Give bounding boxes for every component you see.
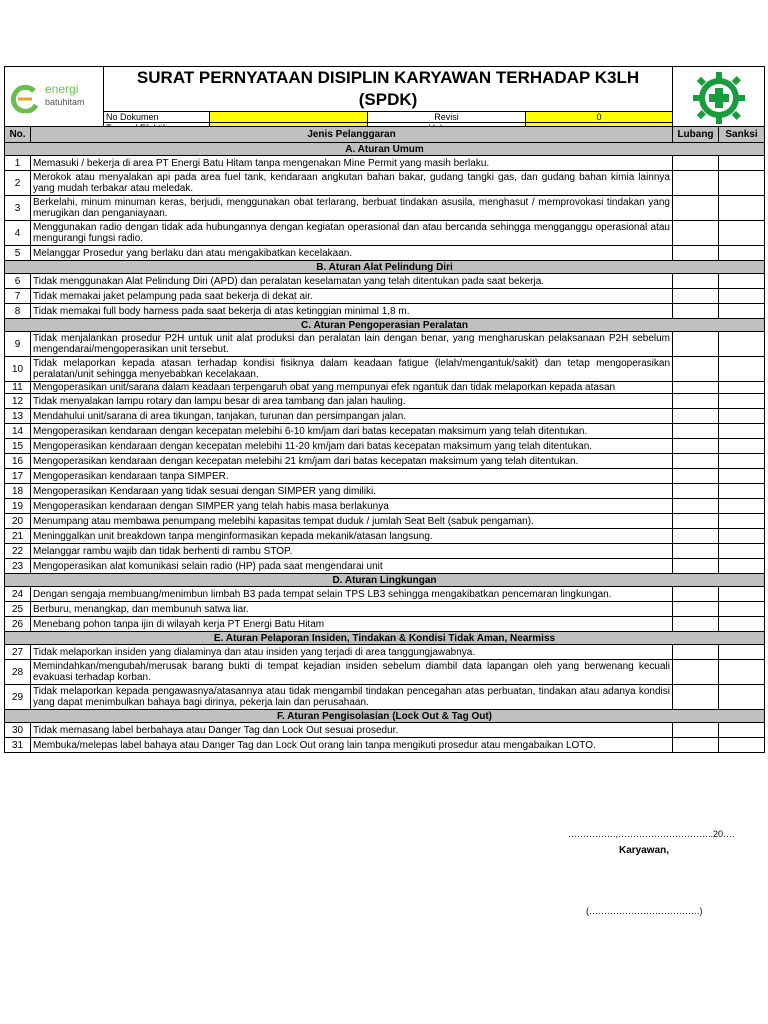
row-text: Mengoperasikan alat komunikasi selain radio (HP) pada saat mengendarai unit [31,559,673,574]
lubang-cell[interactable] [673,738,719,753]
table-row [5,289,765,304]
lubang-cell[interactable] [673,221,719,246]
lubang-cell[interactable] [673,469,719,484]
row-text: Mengoperasikan kendaraan dengan kecepatan melebihi 21 km/jam dari batas kecepatan maksimum yang telah ditentukan. [31,454,673,469]
lubang-cell[interactable] [673,304,719,319]
lubang-cell[interactable] [673,514,719,529]
table-row [5,587,765,602]
col-header-sanksi: Sanksi [719,127,765,143]
table-row [5,382,765,394]
row-text: Tidak melaporkan kepada pengawasnya/atasannya atau tidak mengambil tindakan pencegahan atas perbuatan, tindakan atau adanya kondisi yang dapat menimbulkan bahaya bagi dirinya, pekerja lain dan perusahaan. [31,685,673,710]
col-header-lubang: Lubang [673,127,719,143]
row-no: 31 [5,738,31,753]
sanksi-cell[interactable] [719,454,765,469]
row-text: Mendahului unit/sarana di area tikungan, tanjakan, turunan dan persimpangan jalan. [31,409,673,424]
row-no: 24 [5,587,31,602]
row-text: Berkelahi, minum minuman keras, berjudi, menggunakan obat terlarang, berbuat tindakan asusila, menghasut / memprovokasi tindakan yang merugikan dan penganiayaan. [31,196,673,221]
table-row [5,469,765,484]
lubang-cell[interactable] [673,454,719,469]
row-text: Menggunakan radio dengan tidak ada hubungannya dengan kegiatan operasional dan atau bercanda sehingga mengganggu operasional atau mengurangi fungsi radio. [31,221,673,246]
sanksi-cell[interactable] [719,332,765,357]
lubang-cell[interactable] [673,484,719,499]
sanksi-cell[interactable] [719,394,765,409]
row-text: Tidak memasang label berbahaya atau Danger Tag dan Lock Out sesuai prosedur. [31,723,673,738]
row-text: Tidak menjalankan prosedur P2H untuk unit alat produksi dan peralatan lain dengan benar, yang mengharuskan pelaksanaan P2H sebelum mengendarai/mengoperasikan unit tersebut. [31,332,673,357]
sanksi-cell[interactable] [719,246,765,261]
row-text: Mengoperasikan kendaraan tanpa SIMPER. [31,469,673,484]
table-row [5,645,765,660]
row-text: Tidak memakai full body harness pada saat bekerja di atas ketinggian minimal 1,8 m. [31,304,673,319]
row-no: 13 [5,409,31,424]
row-text: Mengoperasikan kendaraan dengan kecepatan melebihi 6-10 km/jam dari batas kecepatan maksimum yang telah ditentukan. [31,424,673,439]
row-no: 19 [5,499,31,514]
row-no: 22 [5,544,31,559]
row-text: Melanggar rambu wajib dan tidak berhenti di rambu STOP. [31,544,673,559]
section-e-header: E. Aturan Pelaporan Insiden, Tindakan & Kondisi Tidak Aman, Nearmiss [5,632,765,645]
row-no: 26 [5,617,31,632]
table-row [5,529,765,544]
lubang-cell[interactable] [673,439,719,454]
table-row [5,559,765,574]
table-row [5,394,765,409]
row-text: Merokok atau menyalakan api pada area fuel tank, kendaraan angkutan bahan bakar, gudang tangki gas, dan gudang bahan kimia lainnya yang mudah terbakar atau meledak. [31,171,673,196]
lubang-cell[interactable] [673,544,719,559]
table-row [5,156,765,171]
sanksi-cell[interactable] [719,529,765,544]
col-header-jenis: Jenis Pelanggaran [31,127,673,143]
table-row [5,171,765,196]
logo-text-energi: energi [45,82,79,96]
sanksi-cell[interactable] [719,289,765,304]
table-row [5,274,765,289]
table-row [5,424,765,439]
row-text: Dengan sengaja membuang/menimbun limbah B3 pada tempat selain TPS LB3 sehingga mengakibatkan pencemaran lingkungan. [31,587,673,602]
lubang-cell[interactable] [673,645,719,660]
sanksi-cell[interactable] [719,723,765,738]
signature-line[interactable]: (……………………………….) [586,906,703,916]
sanksi-cell[interactable] [719,196,765,221]
table-row [5,602,765,617]
sanksi-cell[interactable] [719,171,765,196]
row-text: Memindahkan/mengubah/merusak barang bukti di tempat kejadian insiden sebelum diambil data lapangan oleh yang berwenang kecuali evakuasi terhadap korban. [31,660,673,685]
table-row [5,454,765,469]
sanksi-cell[interactable] [719,602,765,617]
lubang-cell[interactable] [673,685,719,710]
no-dokumen-value[interactable] [210,112,368,123]
table-row [5,738,765,753]
sanksi-cell[interactable] [719,660,765,685]
revisi-value[interactable]: 0 [526,112,673,123]
violation-table [4,126,765,753]
table-row [5,499,765,514]
row-text: Mengoperasikan Kendaraan yang tidak sesuai dengan SIMPER yang dimiliki. [31,484,673,499]
row-text: Tidak melaporkan insiden yang dialaminya dan atau insiden yang terjadi di area tanggungjawabnya. [31,645,673,660]
row-no: 3 [5,196,31,221]
row-no: 23 [5,559,31,574]
table-row [5,514,765,529]
sanksi-cell[interactable] [719,544,765,559]
row-text: Mengoperasikan unit/sarana dalam keadaan terpengaruh obat yang mempunyai efek ngantuk dan tidak melaporkan kepada atasan [31,382,673,394]
lubang-cell[interactable] [673,171,719,196]
section-f-header: F. Aturan Pengisolasian (Lock Out & Tag Out) [5,710,765,723]
table-row [5,357,765,382]
table-row [5,660,765,685]
row-no: 5 [5,246,31,261]
row-no: 28 [5,660,31,685]
row-text: Mengoperasikan kendaraan dengan kecepatan melebihi 11-20 km/jam dari batas kecepatan maksimum yang telah ditentukan. [31,439,673,454]
table-row [5,617,765,632]
sanksi-cell[interactable] [719,156,765,171]
row-no: 7 [5,289,31,304]
lubang-cell[interactable] [673,394,719,409]
row-text: Meninggalkan unit breakdown tanpa menginformasikan kepada mekanik/atasan langsung. [31,529,673,544]
row-no: 20 [5,514,31,529]
sanksi-cell[interactable] [719,738,765,753]
energi-logo-icon [8,83,42,113]
row-no: 29 [5,685,31,710]
sanksi-cell[interactable] [719,685,765,710]
row-no: 14 [5,424,31,439]
section-c-header: C. Aturan Pengoperasian Peralatan [5,319,765,332]
logo-text-batuhitam: batuhitam [45,97,85,107]
lubang-cell[interactable] [673,409,719,424]
lubang-cell[interactable] [673,602,719,617]
row-text: Berburu, menangkap, dan membunuh satwa liar. [31,602,673,617]
sanksi-cell[interactable] [719,304,765,319]
sanksi-cell[interactable] [719,424,765,439]
lubang-cell[interactable] [673,529,719,544]
sanksi-cell[interactable] [719,514,765,529]
row-no: 16 [5,454,31,469]
table-row [5,484,765,499]
row-no: 25 [5,602,31,617]
lubang-cell[interactable] [673,723,719,738]
row-text: Membuka/melepas label bahaya atau Danger Tag dan Lock Out orang lain tanpa mengikuti prosedur atau mengabaikan LOTO. [31,738,673,753]
row-no: 30 [5,723,31,738]
sanksi-cell[interactable] [719,499,765,514]
lubang-cell[interactable] [673,156,719,171]
row-text: Tidak menyalakan lampu rotary dan lampu besar di area tambang dan jalan hauling. [31,394,673,409]
lubang-cell[interactable] [673,559,719,574]
row-text: Tidak melaporkan kepada atasan terhadap kondisi fisiknya dalam keadaan fatigue (lelah/mengantuk/sakit) dan tetap mengoperasikan peralatan/unit sehingga menyebabkan kecelakaan. [31,357,673,382]
lubang-cell[interactable] [673,617,719,632]
date-line[interactable]: …………….,…………………………..20…. [568,829,735,839]
row-no: 11 [5,382,31,394]
revisi-label: Revisi [368,112,526,123]
sanksi-cell[interactable] [719,357,765,382]
row-text: Mengoperasikan kendaraan dengan SIMPER yang telah habis masa berlakunya [31,499,673,514]
row-no: 8 [5,304,31,319]
document-title: SURAT PERNYATAAN DISIPLIN KARYAWAN TERHADAP K3LH (SPDK) [104,67,673,112]
table-row [5,196,765,221]
lubang-cell[interactable] [673,274,719,289]
no-dokumen-label: No Dokumen [104,112,210,123]
table-row [5,246,765,261]
row-no: 21 [5,529,31,544]
table-row [5,685,765,710]
row-text: Tidak memakai jaket pelampung pada saat bekerja di dekat air. [31,289,673,304]
sanksi-cell[interactable] [719,559,765,574]
sanksi-cell[interactable] [719,645,765,660]
karyawan-label: Karyawan, [619,845,670,856]
lubang-cell[interactable] [673,587,719,602]
sanksi-cell[interactable] [719,382,765,394]
row-text: Menumpang atau membawa penumpang melebihi kapasitas tempat duduk / jumlah Seat Belt (sabuk pengaman). [31,514,673,529]
row-no: 18 [5,484,31,499]
sanksi-cell[interactable] [719,409,765,424]
row-text: Memasuki / bekerja di area PT Energi Batu Hitam tanpa mengenakan Mine Permit yang masih berlaku. [31,156,673,171]
sanksi-cell[interactable] [719,439,765,454]
lubang-cell[interactable] [673,289,719,304]
col-header-no: No. [5,127,31,143]
row-no: 15 [5,439,31,454]
lubang-cell[interactable] [673,332,719,357]
row-text: Menebang pohon tanpa ijin di wilayah kerja PT Energi Batu Hitam [31,617,673,632]
row-text: Melanggar Prosedur yang berlaku dan atau mengakibatkan kecelakaan. [31,246,673,261]
lubang-cell[interactable] [673,499,719,514]
row-no: 12 [5,394,31,409]
table-row [5,439,765,454]
section-a-header: A. Aturan Umum [5,143,765,156]
table-row [5,544,765,559]
row-no: 27 [5,645,31,660]
lubang-cell[interactable] [673,424,719,439]
table-row [5,332,765,357]
row-text: Tidak menggunakan Alat Pelindung Diri (APD) dan peralatan keselamatan yang telah ditentukan pada saat bekerja. [31,274,673,289]
lubang-cell[interactable] [673,196,719,221]
lubang-cell[interactable] [673,357,719,382]
table-row [5,221,765,246]
lubang-cell[interactable] [673,246,719,261]
row-no: 2 [5,171,31,196]
row-no: 6 [5,274,31,289]
k3-gear-cross-icon [684,68,754,128]
row-no: 4 [5,221,31,246]
lubang-cell[interactable] [673,660,719,685]
sanksi-cell[interactable] [719,617,765,632]
sanksi-cell[interactable] [719,274,765,289]
row-no: 1 [5,156,31,171]
row-no: 10 [5,357,31,382]
sanksi-cell[interactable] [719,484,765,499]
table-row [5,304,765,319]
table-row [5,723,765,738]
sanksi-cell[interactable] [719,587,765,602]
row-no: 17 [5,469,31,484]
sanksi-cell[interactable] [719,221,765,246]
sanksi-cell[interactable] [719,469,765,484]
section-b-header: B. Aturan Alat Pelindung Diri [5,261,765,274]
table-row [5,409,765,424]
section-d-header: D. Aturan Lingkungan [5,574,765,587]
row-no: 9 [5,332,31,357]
lubang-cell[interactable] [673,382,719,394]
